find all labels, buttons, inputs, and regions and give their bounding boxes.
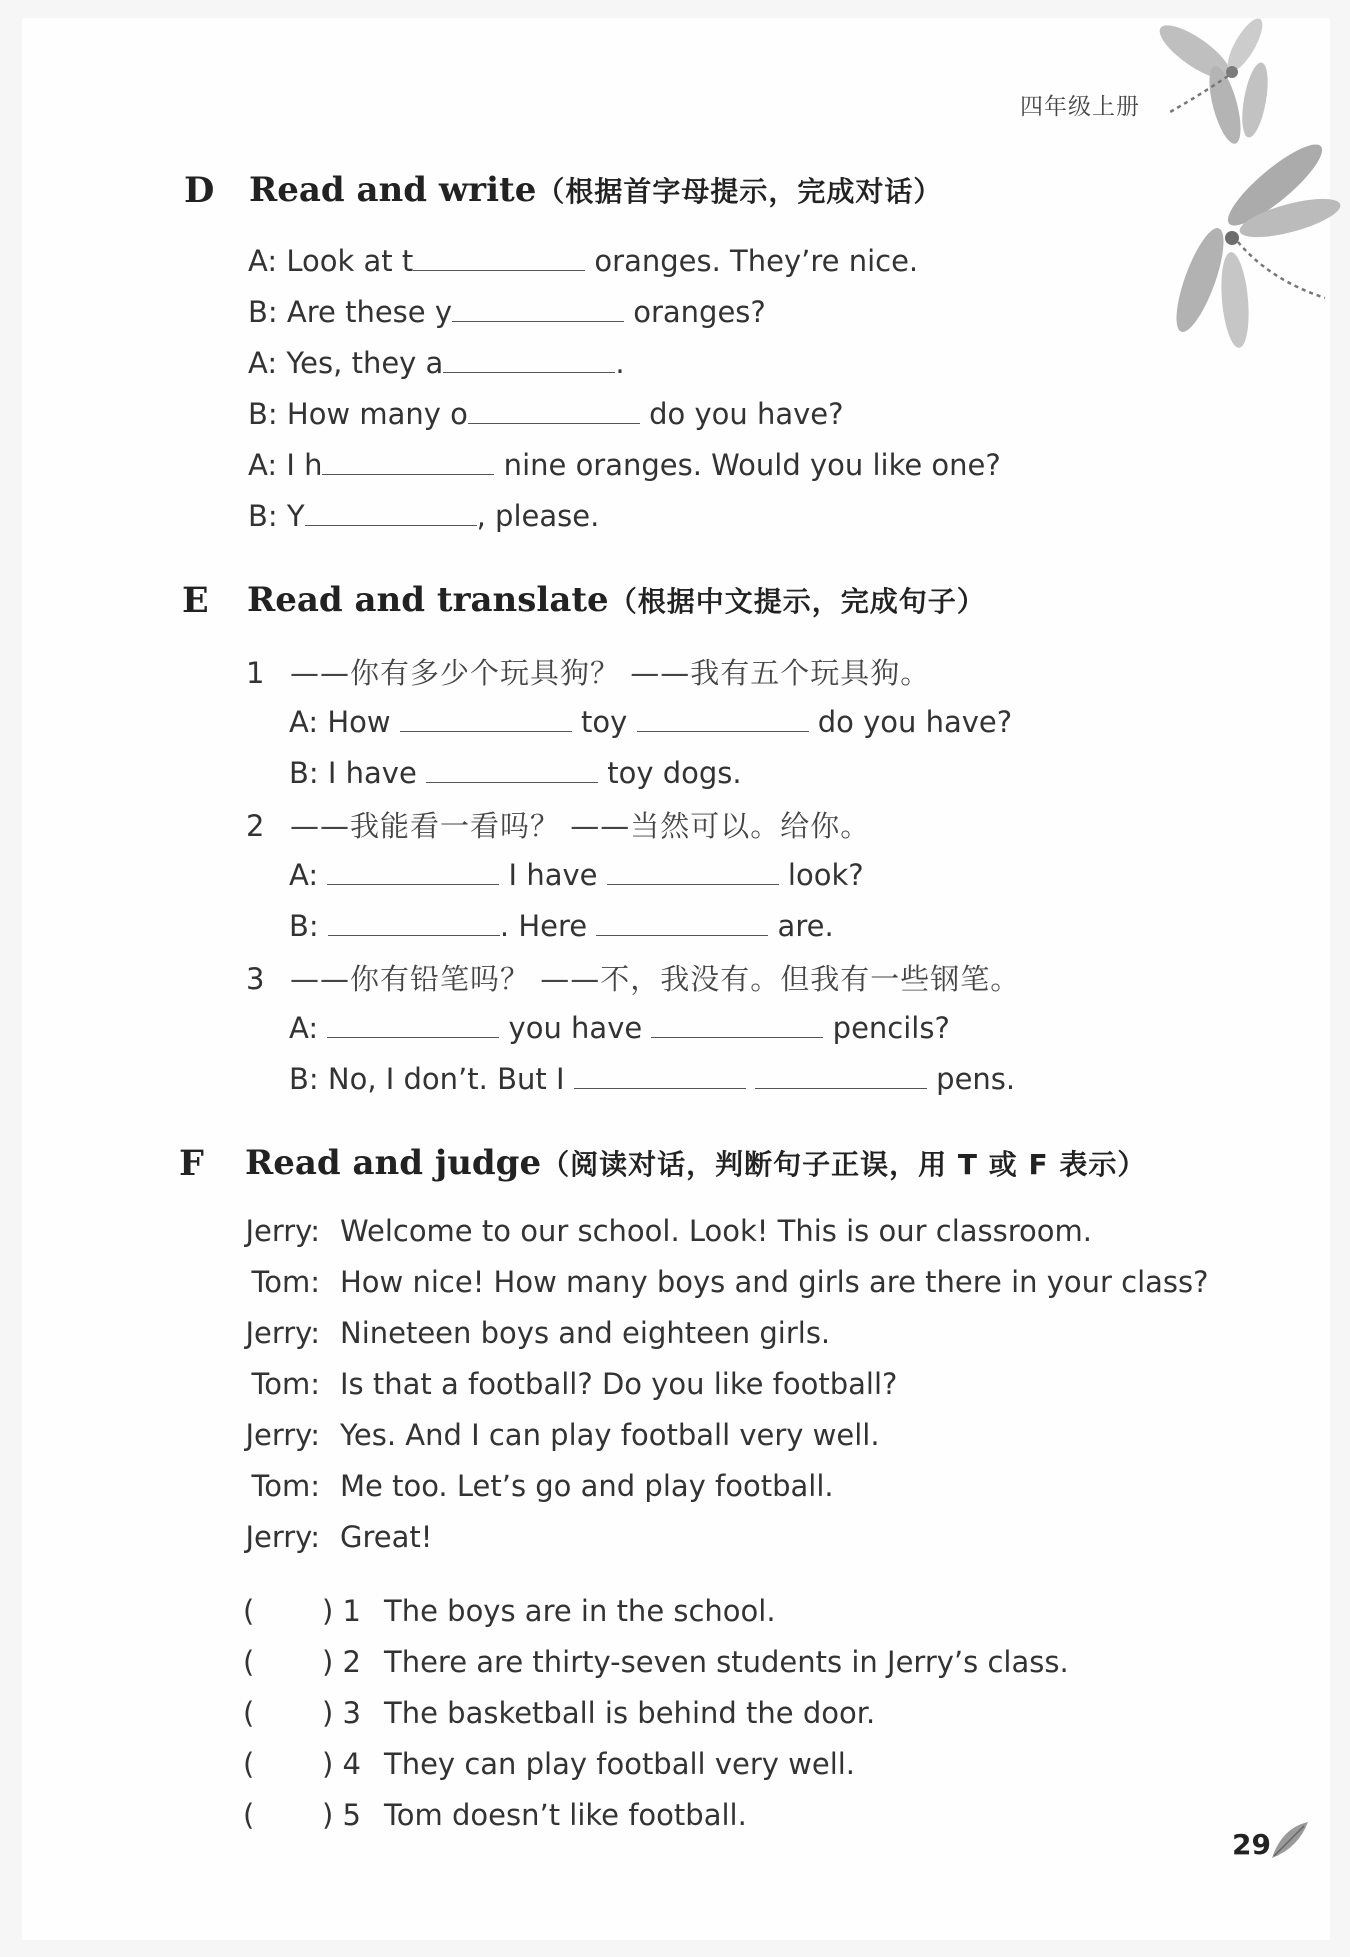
e-item-1-a-text-2: toy: [571, 705, 637, 739]
e-blank-2d[interactable]: [596, 906, 768, 936]
d-line-5-pre: A: I h: [248, 448, 323, 482]
e-item-3-number: 3: [246, 962, 265, 996]
section-letter-e: E: [182, 580, 209, 621]
e-item-2-b-text-3: are.: [768, 909, 834, 943]
e-item-1-b-text-1: B: I have: [289, 756, 427, 790]
judge-statement-5: Tom doesn’t like football.: [384, 1798, 747, 1832]
judge-answer-4[interactable]: (: [243, 1747, 255, 1781]
section-letter-d: D: [184, 170, 215, 211]
judge-number-3: ) 3: [322, 1696, 361, 1730]
dialogue-speaker-2: Tom:: [251, 1265, 320, 1299]
e-blank-2c[interactable]: [328, 906, 500, 936]
e-item-3-chinese-text: ——你有铅笔吗？ ——不，我没有。但我有一些钢笔。: [290, 962, 1021, 996]
section-title-d-main: Read and write: [249, 170, 537, 210]
d-line-4-post: do you have?: [639, 397, 844, 431]
dialogue-line-3: Nineteen boys and eighteen girls.: [340, 1316, 831, 1350]
dialogue-line-5: Yes. And I can play football very well.: [340, 1418, 880, 1452]
e-blank-3d[interactable]: [755, 1059, 927, 1089]
dialogue-speaker-1: Jerry:: [245, 1214, 320, 1248]
judge-statement-1: The boys are in the school.: [384, 1594, 776, 1628]
dialogue-speaker-5: Jerry:: [245, 1418, 320, 1452]
e-item-2-a-text-3: look?: [778, 858, 864, 892]
e-blank-1a[interactable]: [400, 702, 572, 732]
e-item-3-b-text-2: [746, 1062, 755, 1096]
d-line-2-post: oranges?: [624, 295, 766, 329]
grade-label: 四年级上册: [1020, 94, 1140, 120]
e-blank-1b[interactable]: [637, 702, 809, 732]
e-item-3-chinese: [246, 957, 1020, 998]
leaf-icon: [1268, 1818, 1312, 1862]
e-item-2-chinese-text: ——我能看一看吗？ ——当然可以。给你。: [290, 809, 871, 843]
e-item-2-a-text-1: A:: [289, 858, 328, 892]
e-item-3-a-text-1: A:: [289, 1011, 328, 1045]
dialogue-speaker-4: Tom:: [251, 1367, 320, 1401]
section-title-d: [249, 170, 942, 210]
dialogue-line-1: Welcome to our school. Look! This is our classroom.: [340, 1214, 1093, 1248]
judge-answer-5[interactable]: (: [243, 1798, 255, 1832]
judge-answer-2[interactable]: (: [243, 1645, 255, 1679]
d-line-6: [248, 496, 599, 533]
d-line-2: [248, 292, 766, 329]
judge-statement-4: They can play football very well.: [384, 1747, 856, 1781]
d-line-2-pre: B: Are these y: [248, 295, 452, 329]
e-item-2-b: [289, 906, 834, 943]
dialogue-speaker-3: Jerry:: [245, 1316, 320, 1350]
section-title-f: [245, 1143, 1146, 1183]
e-item-1-chinese: [246, 651, 930, 692]
judge-answer-3[interactable]: (: [243, 1696, 255, 1730]
d-blank-1[interactable]: [413, 241, 585, 271]
d-blank-2[interactable]: [452, 292, 624, 322]
e-item-2-chinese: [246, 804, 870, 845]
e-item-3-a-text-3: pencils?: [823, 1011, 950, 1045]
d-line-4-pre: B: How many o: [248, 397, 468, 431]
e-item-3-b-text-1: B: No, I don’t. But I: [289, 1062, 574, 1096]
e-item-1-a-text-3: do you have?: [808, 705, 1013, 739]
dialogue-line-2: How nice! How many boys and girls are there in your class?: [340, 1265, 1209, 1299]
e-item-3-a-text-2: you have: [499, 1011, 652, 1045]
section-title-e-main: Read and translate: [247, 580, 609, 620]
d-blank-4[interactable]: [468, 394, 640, 424]
e-item-1-chinese-text: ——你有多少个玩具狗？ ——我有五个玩具狗。: [290, 656, 931, 690]
e-blank-2b[interactable]: [607, 855, 779, 885]
page-number: 29: [1232, 1828, 1271, 1861]
dialogue-line-6: Me too. Let’s go and play football.: [340, 1469, 834, 1503]
e-blank-3c[interactable]: [574, 1059, 746, 1089]
d-line-1-pre: A: Look at t: [248, 244, 414, 278]
e-blank-1c[interactable]: [426, 753, 598, 783]
e-item-2-b-text-1: B:: [289, 909, 328, 943]
e-item-3-b-text-3: pens.: [926, 1062, 1016, 1096]
dialogue-line-4: Is that a football? Do you like football?: [340, 1367, 898, 1401]
d-line-3-post: .: [615, 346, 625, 380]
e-item-1-b-text-2: toy dogs.: [598, 756, 742, 790]
e-blank-3a[interactable]: [327, 1008, 499, 1038]
judge-number-2: ) 2: [322, 1645, 361, 1679]
d-line-5: [248, 445, 1001, 482]
d-line-3-pre: A: Yes, they a: [248, 346, 444, 380]
section-title-e: [247, 580, 986, 620]
e-blank-2a[interactable]: [327, 855, 499, 885]
section-title-f-subtitle: （阅读对话，判断句子正误，用 T 或 F 表示）: [541, 1148, 1147, 1181]
dialogue-speaker-6: Tom:: [251, 1469, 320, 1503]
e-item-1-number: 1: [246, 656, 265, 690]
d-line-5-post: nine oranges. Would you like one?: [494, 448, 1001, 482]
section-title-f-main: Read and judge: [245, 1143, 542, 1183]
d-blank-3[interactable]: [443, 343, 615, 373]
d-line-3: [248, 343, 625, 380]
e-item-2-number: 2: [246, 809, 265, 843]
section-title-d-subtitle: （根据首字母提示，完成对话）: [536, 175, 943, 208]
judge-statement-3: The basketball is behind the door.: [384, 1696, 876, 1730]
dialogue-speaker-7: Jerry:: [245, 1520, 320, 1554]
judge-statement-2: There are thirty-seven students in Jerry’s class.: [384, 1645, 1069, 1679]
e-item-3-b: [289, 1059, 1015, 1096]
judge-number-1: ) 1: [322, 1594, 361, 1628]
d-blank-6[interactable]: [305, 496, 477, 526]
d-blank-5[interactable]: [322, 445, 494, 475]
section-letter-f: F: [179, 1143, 204, 1184]
e-item-2-b-text-2: . Here: [499, 909, 597, 943]
judge-number-4: ) 4: [322, 1747, 361, 1781]
e-item-1-a-text-1: A: How: [289, 705, 400, 739]
e-item-2-a-text-2: I have: [499, 858, 607, 892]
judge-number-5: ) 5: [322, 1798, 361, 1832]
e-item-1-b: [289, 753, 742, 790]
e-blank-3b[interactable]: [651, 1008, 823, 1038]
d-line-6-pre: B: Y: [248, 499, 305, 533]
e-item-2-a: [289, 855, 864, 892]
d-line-1: [248, 241, 918, 278]
d-line-4: [248, 394, 844, 431]
judge-answer-1[interactable]: (: [243, 1594, 255, 1628]
dialogue-line-7: Great!: [340, 1520, 433, 1554]
d-line-6-post: , please.: [476, 499, 600, 533]
section-title-e-subtitle: （根据中文提示，完成句子）: [608, 585, 986, 618]
e-item-1-a: [289, 702, 1012, 739]
e-item-3-a: [289, 1008, 950, 1045]
d-line-1-post: oranges. They’re nice.: [585, 244, 919, 278]
